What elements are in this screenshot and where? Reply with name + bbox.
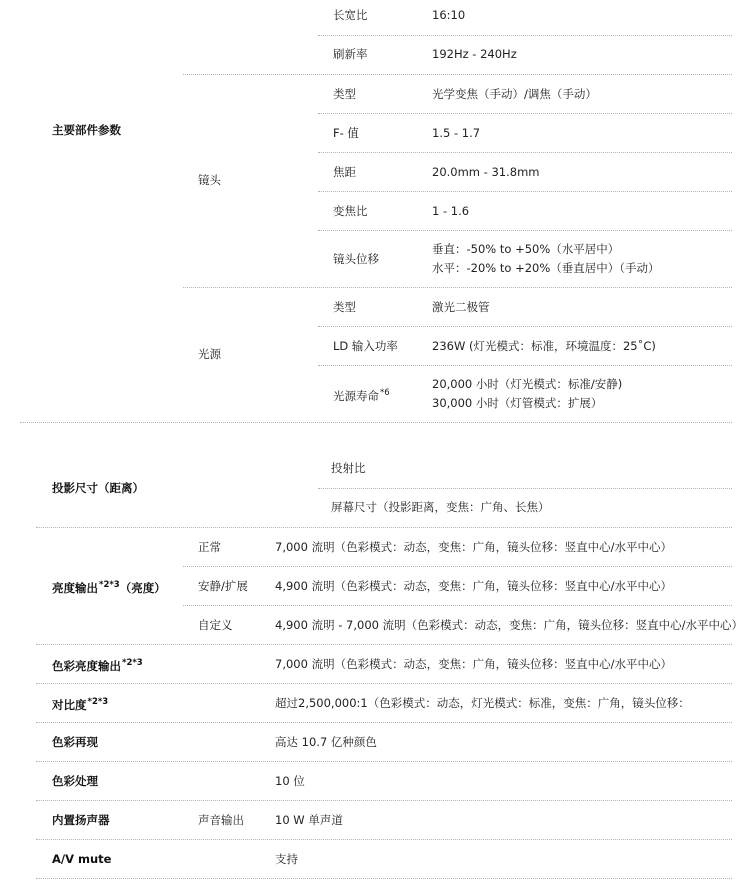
spec-value-focal-length: 20.0mm - 31.8mm xyxy=(432,165,540,179)
section-title-main-components: 主要部件参数 xyxy=(52,123,121,137)
spec-label-brightness-quiet: 安静/扩展 xyxy=(198,579,248,593)
row-divider xyxy=(36,683,732,684)
row-divider xyxy=(318,365,732,366)
spec-value-light-type: 激光二极管 xyxy=(432,300,490,314)
spec-value-lens-shift-vertical: 垂直：-50% to +50%（水平居中） xyxy=(432,242,620,256)
spec-label-ld-input-power: LD 输入功率 xyxy=(333,339,398,353)
section-title-brightness xyxy=(52,578,166,596)
spec-label-brightness-normal: 正常 xyxy=(198,540,221,554)
section-title-color-brightness xyxy=(52,656,143,674)
footnote-mark: *2*3 xyxy=(122,658,143,668)
row-divider xyxy=(36,527,732,528)
row-divider xyxy=(36,800,732,801)
spec-value-color-processing: 10 位 xyxy=(275,774,305,788)
spec-label-focal-length: 焦距 xyxy=(333,165,356,179)
brightness-title-suffix: （亮度） xyxy=(119,581,166,595)
row-divider xyxy=(36,761,732,762)
spec-value-refresh-rate: 192Hz - 240Hz xyxy=(432,47,517,61)
spec-value-color-reproduction: 高达 10.7 亿种颜色 xyxy=(275,735,377,749)
brightness-title-text: 亮度输出 xyxy=(52,581,98,595)
row-divider xyxy=(318,230,732,231)
row-divider xyxy=(36,839,732,840)
row-divider xyxy=(183,287,732,288)
row-divider xyxy=(36,878,732,879)
spec-value-aspect-ratio: 16:10 xyxy=(432,8,466,22)
section-title-contrast xyxy=(52,695,108,713)
footnote-mark: *6 xyxy=(380,388,390,398)
spec-label-throw-ratio: 投射比 xyxy=(331,461,366,475)
section-title-speaker: 内置扬声器 xyxy=(52,813,110,827)
spec-value-lens-type: 光学变焦（手动）/调焦（手动） xyxy=(432,87,597,101)
color-brightness-title-text: 色彩亮度输出 xyxy=(52,659,121,673)
spec-value-zoom-ratio: 1 - 1.6 xyxy=(432,204,470,218)
row-divider xyxy=(183,605,732,606)
section-title-projection-size: 投影尺寸（距离） xyxy=(52,481,144,495)
spec-value-ld-input-power: 236W (灯光模式：标准，环境温度：25˚C) xyxy=(432,339,656,353)
spec-value-f-number: 1.5 - 1.7 xyxy=(432,126,481,140)
spec-label-light-type: 类型 xyxy=(333,300,356,314)
spec-label-refresh-rate: 刷新率 xyxy=(333,47,368,61)
section-title-av-mute: A/V mute xyxy=(52,852,112,866)
spec-value-lens-shift-horizontal: 水平：-20% to +20%（垂直居中）（手动） xyxy=(432,261,660,275)
footnote-mark: *2*3 xyxy=(87,697,109,707)
group-label-lens: 镜头 xyxy=(198,173,221,187)
row-divider xyxy=(318,326,732,327)
spec-value-contrast: 超过2,500,000:1（色彩模式：动态，灯光模式：标准，变焦：广角，镜头位移： xyxy=(275,696,690,710)
row-divider xyxy=(36,722,732,723)
row-divider xyxy=(318,152,732,153)
row-divider xyxy=(318,113,732,114)
spec-value-sound-output: 10 W 单声道 xyxy=(275,813,343,827)
spec-value-brightness-custom: 4,900 流明 - 7,000 流明（色彩模式：动态，变焦：广角，镜头位移：竖直中心/水平中心） xyxy=(275,618,743,632)
row-divider xyxy=(318,488,732,489)
contrast-title-text: 对比度 xyxy=(52,698,87,712)
spec-label-light-life xyxy=(333,386,390,404)
section-divider xyxy=(20,422,732,423)
spec-label-aspect-ratio: 长宽比 xyxy=(333,8,368,22)
row-divider xyxy=(36,644,732,645)
section-title-color-processing: 色彩处理 xyxy=(52,774,98,788)
spec-value-brightness-quiet: 4,900 流明（色彩模式：动态，变焦：广角，镜头位移：竖直中心/水平中心） xyxy=(275,579,672,593)
spec-label-lens-type: 类型 xyxy=(333,87,356,101)
spec-label-screen-size: 屏幕尺寸（投影距离，变焦：广角、长焦） xyxy=(331,500,550,514)
spec-label-sound-output: 声音输出 xyxy=(198,813,244,827)
row-divider xyxy=(318,191,732,192)
spec-label-light-life-text: 光源寿命 xyxy=(333,389,379,403)
footnote-mark: *2*3 xyxy=(99,580,120,590)
section-title-color-reproduction: 色彩再现 xyxy=(52,735,98,749)
spec-label-f-number: F- 值 xyxy=(333,126,359,140)
spec-label-zoom-ratio: 变焦比 xyxy=(333,204,368,218)
spec-value-color-brightness: 7,000 流明（色彩模式：动态，变焦：广角，镜头位移：竖直中心/水平中心） xyxy=(275,657,672,671)
group-label-light-source: 光源 xyxy=(198,347,221,361)
spec-value-av-mute: 支持 xyxy=(275,852,298,866)
spec-value-brightness-normal: 7,000 流明（色彩模式：动态，变焦：广角，镜头位移：竖直中心/水平中心） xyxy=(275,540,672,554)
spec-value-light-life-extended: 30,000 小时（灯管模式：扩展） xyxy=(432,396,603,410)
spec-label-lens-shift: 镜头位移 xyxy=(333,252,379,266)
row-divider xyxy=(183,566,732,567)
spec-label-brightness-custom: 自定义 xyxy=(198,618,233,632)
row-divider xyxy=(318,35,732,36)
row-divider xyxy=(183,74,732,75)
spec-value-light-life-normal: 20,000 小时（灯光模式：标准/安静) xyxy=(432,377,623,391)
